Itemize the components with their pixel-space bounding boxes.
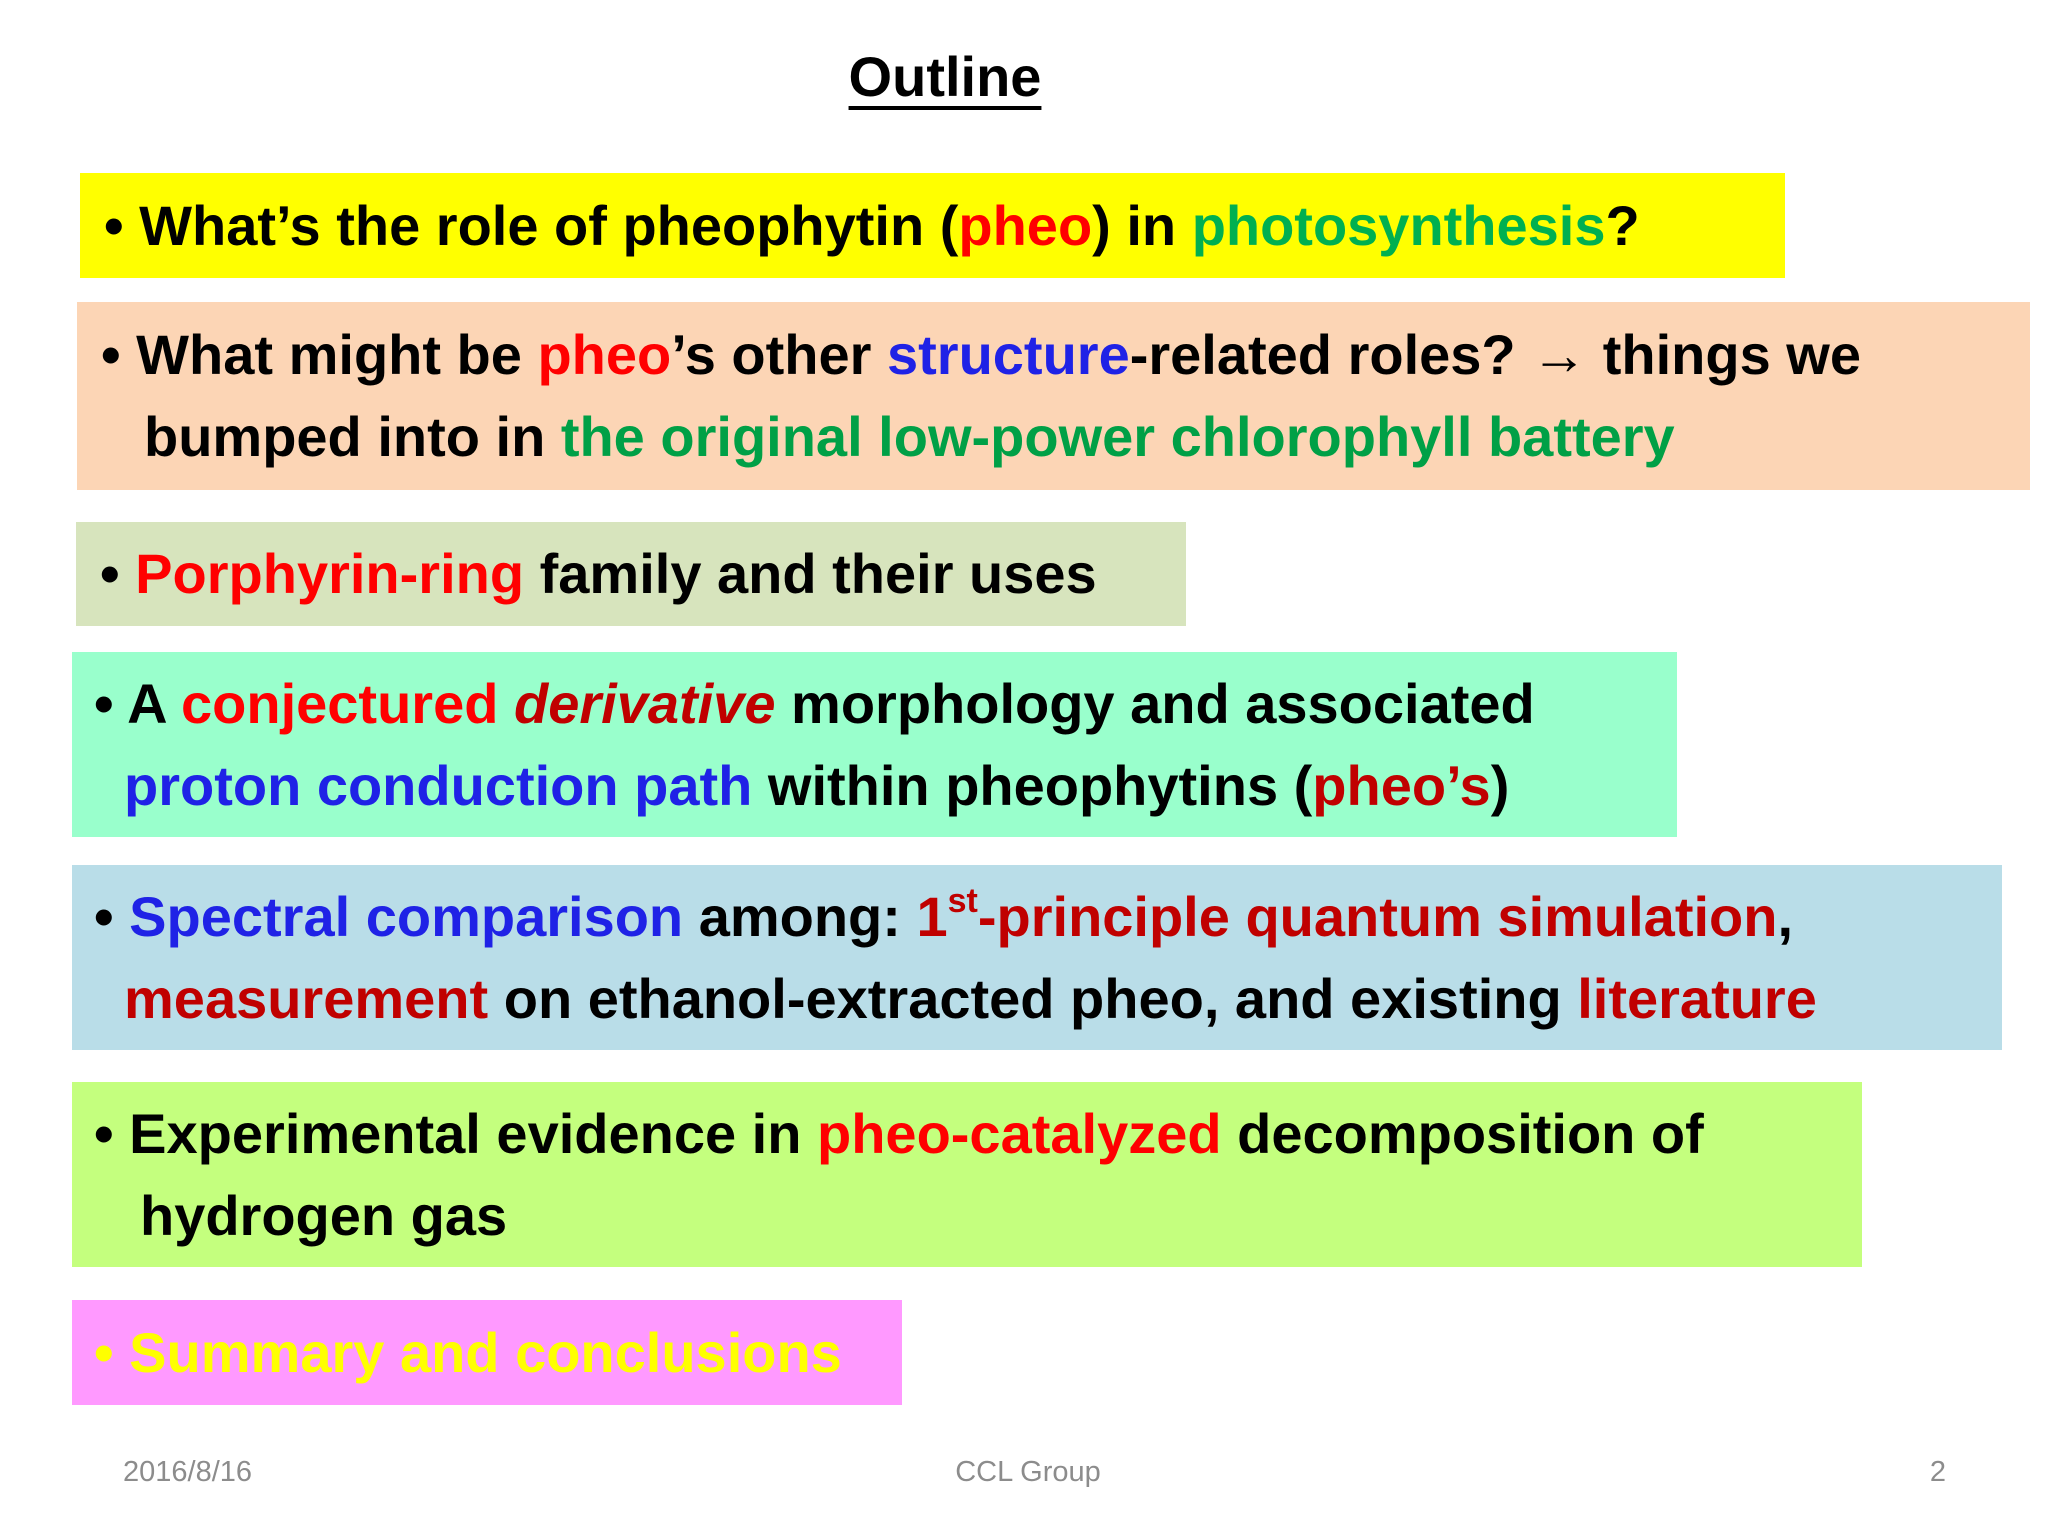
text-run: bumped into in	[144, 405, 561, 468]
footer-page-number: 2	[1929, 1456, 1946, 1488]
text-run: -principle quantum simulation	[977, 885, 1778, 948]
footer-group: CCL Group	[955, 1456, 1101, 1488]
outline-line	[77, 396, 2030, 478]
bullet-icon: •	[100, 542, 120, 605]
bullet-icon: •	[94, 885, 114, 948]
text-run: pheo	[958, 194, 1093, 257]
text-run: Spectral comparison	[129, 885, 684, 948]
outline-line	[80, 173, 1785, 278]
text-run: measurement	[124, 967, 489, 1030]
outline-line	[77, 302, 2030, 396]
text-run: 1	[916, 885, 948, 948]
text-run: pheo-catalyzed	[817, 1102, 1222, 1165]
text-run: among:	[683, 885, 917, 948]
text-run: ’s other	[671, 323, 887, 386]
outline-line	[72, 1175, 1862, 1257]
footer-date: 2016/8/16	[123, 1456, 253, 1488]
text-run: the original low-power chlorophyll battery	[560, 405, 1675, 468]
outline-line	[72, 1082, 1862, 1175]
slide-title-text: Outline	[848, 45, 1042, 108]
text-run: A	[127, 672, 182, 735]
outline-item-spectral-comparison	[72, 865, 2002, 1050]
outline-line	[72, 745, 1677, 827]
bullet-icon: •	[104, 194, 124, 257]
text-run: within pheophytins (	[752, 754, 1313, 817]
outline-item-experimental-evidence	[72, 1082, 1862, 1267]
text-run: What’s the role of pheophytin (	[139, 194, 959, 257]
text-run-superscript: st	[947, 882, 978, 920]
bullet-icon: •	[94, 1102, 114, 1165]
text-run: ) in	[1092, 194, 1192, 257]
text-run: decomposition of	[1221, 1102, 1704, 1165]
outline-line	[72, 865, 2002, 958]
text-run: morphology and associated	[775, 672, 1535, 735]
outline-line	[76, 522, 1186, 626]
text-run: Experimental evidence in	[129, 1102, 818, 1165]
bullet-icon: •	[94, 1321, 114, 1384]
slide-title	[0, 42, 1890, 112]
text-run: ,	[1777, 885, 1794, 948]
outline-line	[72, 1300, 902, 1405]
text-run: hydrogen gas	[140, 1184, 508, 1247]
text-run: )	[1490, 754, 1510, 817]
text-run: pheo’s	[1312, 754, 1491, 817]
outline-item-structure-roles	[77, 302, 2030, 490]
text-run: conjectured	[181, 672, 514, 735]
outline-item-summary	[72, 1300, 902, 1405]
text-run: proton conduction path	[124, 754, 753, 817]
outline-item-derivative-morphology	[72, 652, 1677, 837]
text-run: What might be	[136, 323, 538, 386]
text-run: photosynthesis	[1191, 194, 1606, 257]
text-run: ?	[1605, 194, 1640, 257]
text-run: pheo	[537, 323, 672, 386]
text-run: Porphyrin-ring	[135, 542, 525, 605]
outline-line	[72, 652, 1677, 745]
text-run: Summary and conclusions	[129, 1321, 842, 1384]
text-run: -related roles? → things we	[1129, 323, 1861, 386]
text-run: on ethanol-extracted pheo, and existing	[488, 967, 1578, 1030]
outline-item-porphyrin	[76, 522, 1186, 626]
bullet-icon: •	[94, 672, 114, 735]
text-run: derivative	[513, 672, 776, 735]
outline-line	[72, 958, 2002, 1040]
outline-item-pheo-role	[80, 173, 1785, 278]
text-run: structure	[886, 323, 1130, 386]
text-run: literature	[1577, 967, 1817, 1030]
text-run: family and their uses	[524, 542, 1097, 605]
bullet-icon: •	[101, 323, 121, 386]
